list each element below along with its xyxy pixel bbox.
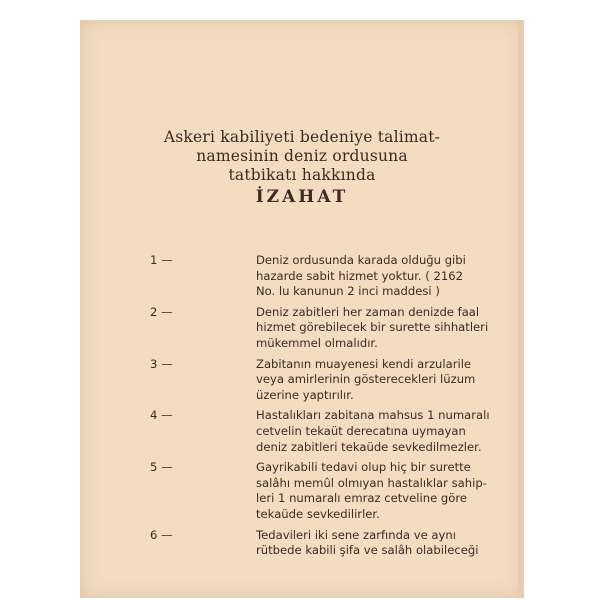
- item-text-line: No. lu kanunun 2 inci maddesi ): [256, 284, 440, 299]
- item-text-line: Zabitanın muayenesi kendi arzularile: [256, 356, 472, 371]
- item-text-line: mükemmel olmalıdır.: [256, 335, 378, 350]
- item-number: 2 —: [150, 304, 173, 319]
- item-text-line: Hastalıkları zabitana mahsus 1 numaralı: [256, 408, 490, 423]
- document-title: [80, 128, 524, 207]
- item-text-line: salâhı memûl olmıyan hastalıklar sahip-: [256, 475, 487, 490]
- item-text-line: tekaüde sevkedilirler.: [256, 506, 380, 521]
- item-text-line: cetvelin tekaüt derecatına uymayan: [256, 423, 466, 438]
- title-line-3: tatbikatı hakkında: [228, 166, 376, 184]
- item-number: 5 —: [150, 460, 173, 475]
- item-text-line: leri 1 numaralı emraz cetveline göre: [256, 491, 468, 506]
- list-item: [150, 460, 487, 522]
- title-line-1: Askeri kabiliyeti bedeniye talimat-: [163, 128, 441, 146]
- item-text-line: rütbede kabili şifa ve salâh olabileceği: [256, 543, 479, 558]
- item-number: 4 —: [150, 408, 173, 423]
- document-page: [80, 20, 524, 598]
- page-edge: [518, 20, 522, 598]
- list-item: [150, 408, 490, 455]
- item-text-line: deniz zabitleri tekaüde sevkedilmezler.: [256, 439, 482, 454]
- title-heading: İZAHAT: [255, 187, 349, 207]
- item-number: 6 —: [150, 527, 173, 542]
- item-text-line: Deniz zabitleri her zaman denizde faal: [256, 304, 480, 319]
- item-text-line: hizmet görebilecek bir surette sihhatleri: [256, 320, 489, 335]
- item-text-line: Deniz ordusunda karada olduğu gibi: [256, 253, 466, 267]
- item-text-line: üzerine yaptırılır.: [256, 387, 354, 402]
- title-line-2: namesinin deniz ordusuna: [196, 147, 408, 165]
- item-text-line: hazarde sabit hizmet yoktur. ( 2162: [256, 268, 463, 283]
- list-item: [150, 253, 470, 300]
- list-item: [150, 304, 489, 352]
- item-number: 3 —: [150, 356, 173, 371]
- list-item: [150, 356, 476, 404]
- article-list: [150, 253, 490, 564]
- item-number: 1 —: [150, 253, 173, 267]
- item-text-line: veya amirlerinin gösterecekleri lüzum: [256, 372, 476, 387]
- item-text-line: Gayrikabili tedavi olup hiç bir surette: [256, 460, 471, 475]
- list-item: [150, 527, 479, 559]
- item-text-line: Tedavileri iki sene zarfında ve aynı: [256, 527, 456, 542]
